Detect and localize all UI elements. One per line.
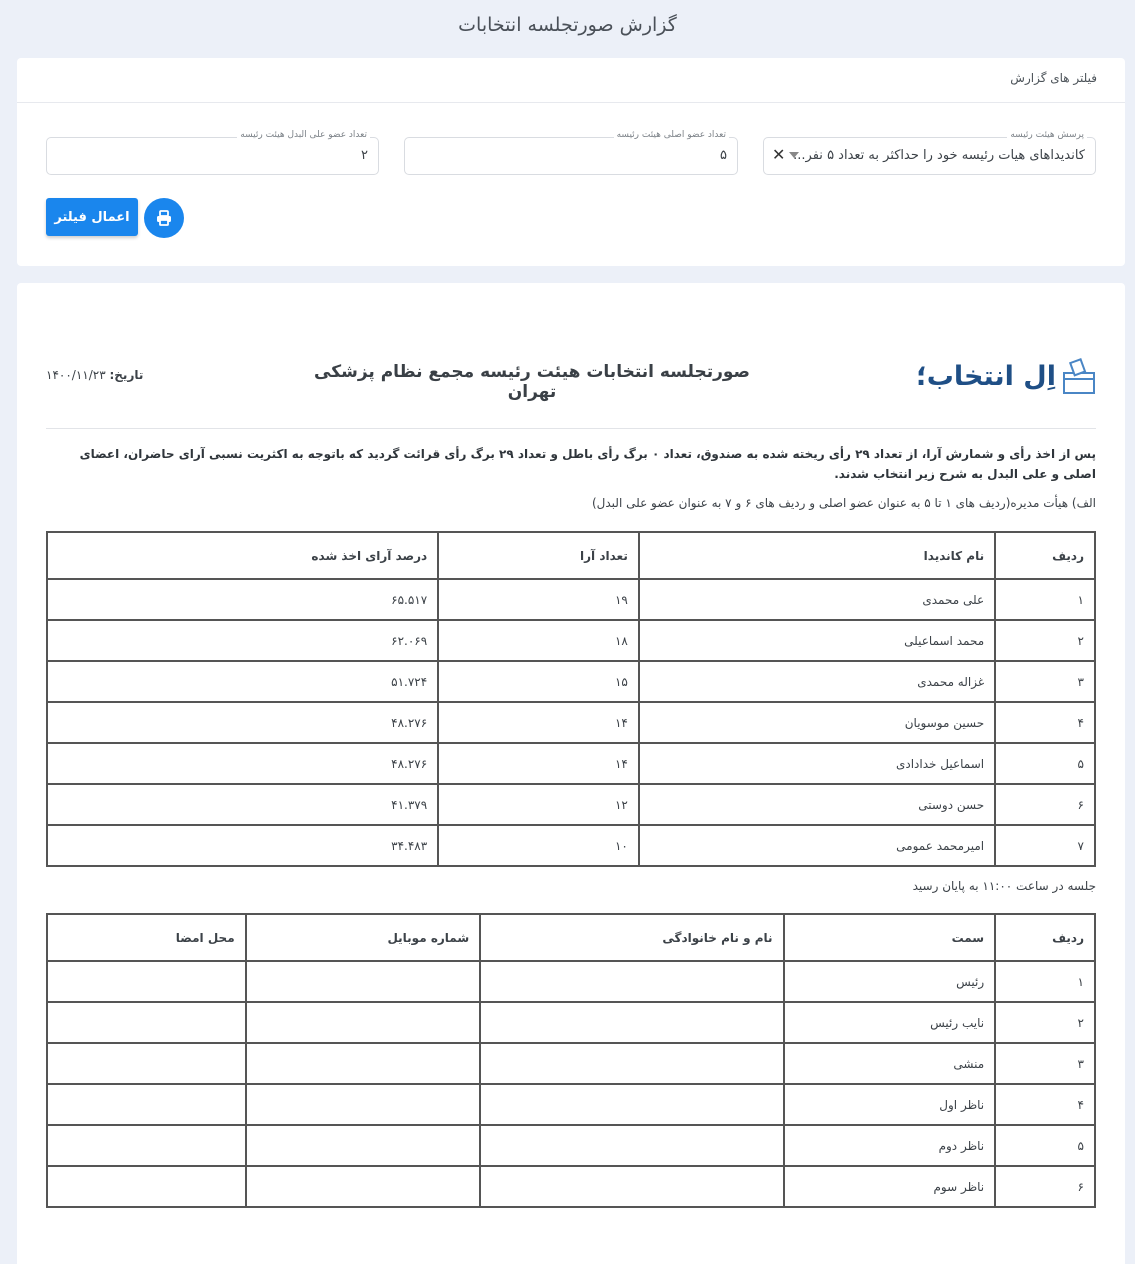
- candidate-name: حسن دوستی: [639, 784, 995, 825]
- mobile-cell: [246, 1125, 481, 1166]
- alternate-members-label: تعداد عضو علی البدل هیئت رئیسه: [237, 130, 370, 140]
- full-name-cell: [480, 1043, 783, 1084]
- printer-icon: [155, 209, 173, 227]
- row-number: ۵: [995, 1125, 1095, 1166]
- vote-percent: ۶۲.۰۶۹: [47, 620, 438, 661]
- candidate-name: محمد اسماعیلی: [639, 620, 995, 661]
- table-row: [47, 1043, 1095, 1084]
- filters-card: [17, 58, 1125, 266]
- table-row: [47, 825, 1095, 866]
- header-cell: نام کاندیدا: [639, 532, 995, 579]
- header-cell: ردیف: [995, 532, 1095, 579]
- divider: [46, 428, 1096, 429]
- apply-filter-button[interactable]: اعمال فیلتر: [46, 198, 138, 236]
- full-name-cell: [480, 1002, 783, 1043]
- board-subheading: الف) هیأت مدیره(ردیف های ۱ تا ۵ به عنوان عضو اصلی و ردیف های ۶ و ۷ به عنوان عضو علی البدل): [591, 496, 1096, 510]
- candidate-name: اسماعیل خدادادی: [639, 743, 995, 784]
- row-number: ۴: [995, 1084, 1095, 1125]
- candidate-name: علی محمدی: [639, 579, 995, 620]
- signature-cell: [47, 961, 246, 1002]
- vote-count: ۱۴: [438, 743, 639, 784]
- intro-paragraph: پس از اخذ رأی و شمارش آرا، از تعداد ۲۹ رأی ریخته شده به صندوق، تعداد ۰ برگ رأی باطل و تعداد ۲۹ برگ رأی قرائت گردید که باتوجه به اکثریت نسبی آرای حاضران، اعضای اصلی و علی البدل به شرح زیر انتخاب شدند.: [79, 447, 1096, 481]
- filters-header: فیلتر های گزارش: [17, 58, 1125, 103]
- main-members-input[interactable]: [404, 130, 738, 175]
- vote-count: ۱۴: [438, 702, 639, 743]
- header-cell: شماره موبایل: [246, 914, 481, 961]
- main-members-label: تعداد عضو اصلی هیئت رئیسه: [614, 130, 729, 140]
- vote-percent: ۴۱.۳۷۹: [47, 784, 438, 825]
- row-number: ۳: [995, 1043, 1095, 1084]
- date-label: تاریخ:: [109, 368, 144, 382]
- session-end-note: جلسه در ساعت ۱۱:۰۰ به پایان رسید: [912, 879, 1096, 893]
- table-row: [47, 961, 1095, 1002]
- row-number: ۴: [995, 702, 1095, 743]
- survey-select[interactable]: [763, 130, 1096, 175]
- table-row: [47, 1002, 1095, 1043]
- full-name-cell: [480, 961, 783, 1002]
- header-cell: محل امضا: [47, 914, 246, 961]
- table-row: [47, 1166, 1095, 1207]
- candidate-name: غزاله محمدی: [639, 661, 995, 702]
- vote-percent: ۴۸.۲۷۶: [47, 702, 438, 743]
- mobile-cell: [246, 1002, 481, 1043]
- row-number: ۱: [995, 961, 1095, 1002]
- row-number: ۵: [995, 743, 1095, 784]
- mobile-cell: [246, 1084, 481, 1125]
- row-number: ۱: [995, 579, 1095, 620]
- table-row: [47, 702, 1095, 743]
- header-cell: تعداد آرا: [438, 532, 639, 579]
- header-cell: نام و نام خانوادگی: [480, 914, 783, 961]
- row-number: ۶: [995, 784, 1095, 825]
- position: نایب رئیس: [784, 1002, 996, 1043]
- page-title: گزارش صورتجلسه انتخابات: [458, 14, 677, 36]
- mobile-cell: [246, 1166, 481, 1207]
- row-number: ۳: [995, 661, 1095, 702]
- vote-count: ۱۰: [438, 825, 639, 866]
- vote-count: ۱۹: [438, 579, 639, 620]
- row-number: ۷: [995, 825, 1095, 866]
- vote-percent: ۶۵.۵۱۷: [47, 579, 438, 620]
- position: ناظر اول: [784, 1084, 996, 1125]
- ballot-box-icon: [1062, 357, 1096, 395]
- date-value: ۱۴۰۰/۱۱/۲۳: [46, 368, 106, 382]
- table-row: [47, 661, 1095, 702]
- full-name-cell: [480, 1166, 783, 1207]
- table-row: [47, 620, 1095, 661]
- table-header-row: [47, 532, 1095, 579]
- report-date: [46, 368, 143, 382]
- signature-cell: [47, 1125, 246, 1166]
- header-cell: سمت: [784, 914, 996, 961]
- alternate-members-value: ۲: [361, 148, 368, 163]
- full-name-cell: [480, 1084, 783, 1125]
- vote-count: ۱۲: [438, 784, 639, 825]
- table-row: [47, 1084, 1095, 1125]
- signature-cell: [47, 1043, 246, 1084]
- table-row: [47, 784, 1095, 825]
- table-row: [47, 743, 1095, 784]
- survey-select-label: پرسش هیئت رئیسه: [1007, 130, 1087, 140]
- row-number: ۲: [995, 1002, 1095, 1043]
- position: منشی: [784, 1043, 996, 1084]
- close-icon[interactable]: ✕: [772, 145, 786, 164]
- candidate-name: حسین موسویان: [639, 702, 995, 743]
- vote-percent: ۵۱.۷۲۴: [47, 661, 438, 702]
- candidate-name: امیرمحمد عمومی: [639, 825, 995, 866]
- vote-count: ۱۸: [438, 620, 639, 661]
- report-card: [17, 283, 1125, 1264]
- main-members-value: ۵: [720, 148, 727, 163]
- position: رئیس: [784, 961, 996, 1002]
- signature-cell: [47, 1002, 246, 1043]
- full-name-cell: [480, 1125, 783, 1166]
- vote-percent: ۳۴.۴۸۳: [47, 825, 438, 866]
- mobile-cell: [246, 1043, 481, 1084]
- signature-table: [46, 913, 1096, 1208]
- caret-down-icon[interactable]: [789, 152, 799, 158]
- logo-text: اِل انتخاب؛: [915, 360, 1056, 392]
- signature-cell: [47, 1166, 246, 1207]
- vote-percent: ۴۸.۲۷۶: [47, 743, 438, 784]
- header-cell: ردیف: [995, 914, 1095, 961]
- table-row: [47, 579, 1095, 620]
- header-cell: درصد آرای اخذ شده: [47, 532, 438, 579]
- logo: [916, 357, 1096, 395]
- results-table: [46, 531, 1096, 867]
- position: ناظر دوم: [784, 1125, 996, 1166]
- vote-count: ۱۵: [438, 661, 639, 702]
- report-title: صورتجلسه انتخابات هیئت رئیسه مجمع نظام پزشکی تهران: [314, 362, 750, 402]
- signature-cell: [47, 1084, 246, 1125]
- alternate-members-input[interactable]: [46, 130, 379, 175]
- table-header-row: [47, 914, 1095, 961]
- mobile-cell: [246, 961, 481, 1002]
- row-number: ۶: [995, 1166, 1095, 1207]
- survey-select-value: کاندیداهای هیات رئیسه خود را حداکثر به تعداد ۵ نفر...: [793, 148, 1085, 163]
- print-button[interactable]: [144, 198, 184, 238]
- row-number: ۲: [995, 620, 1095, 661]
- table-row: [47, 1125, 1095, 1166]
- position: ناظر سوم: [784, 1166, 996, 1207]
